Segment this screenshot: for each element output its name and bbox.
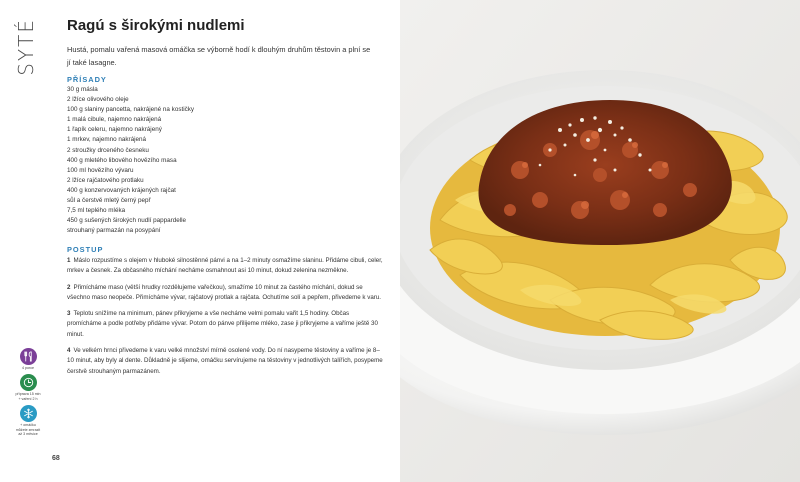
procedure-heading: POSTUP (67, 245, 104, 254)
ingredient-item: 1 řapík celeru, najemno nakrájený (67, 126, 162, 134)
step-text: Máslo rozpustíme s olejem v hluboké silnostěnné pánvi a na 1–2 minuty osmažíme slaninu. Přidáme cibuli, celer, mrkev a česnek. Za občasného míchání necháme osmahnout asi 10 minut, dokud zelenina nezměkne. (67, 257, 383, 275)
ingredient-item: 450 g sušených širokých nudlí pappardelle (67, 217, 187, 225)
ingredient-item: 2 lžíce olivového oleje (67, 96, 129, 104)
step-item (67, 256, 385, 277)
ingredient-item: 1 mrkev, najemno nakrájená (67, 136, 146, 144)
freezing-info (14, 405, 42, 436)
ingredient-item: 100 ml hovězího vývaru (67, 166, 134, 174)
step-number: 3 (67, 310, 71, 318)
step-text: Přimícháme maso (větší hrudky rozdělujeme vařečkou), smažíme 10 minut za častého míchání, dokud se všechno maso neopeče. Přimícháme vývar, rajčatový protlak a rajčata. Ochutíme solí a pepřem, přivedeme k varu. (67, 283, 381, 301)
ingredients-list (67, 85, 367, 236)
step-item (67, 346, 385, 377)
snowflake-icon (20, 405, 37, 422)
ingredient-item: 1 malá cibule, najemno nakrájená (67, 116, 162, 124)
servings-label: 4 porce (22, 366, 34, 370)
ingredient-item: 2 lžíce rajčatového protlaku (67, 176, 144, 184)
step-text: Ve velkém hrnci přivedeme k varu velké množství mírně osolené vody. Do ní nasypeme těstoviny a vaříme je 8–10 minut, aby byly al dente. Důkladně je slijeme, omáčku servírujeme na těstoviny v jednotlivých talířích, posypeme čerstvě strouhaným parmazánem. (67, 347, 383, 375)
step-item (67, 309, 385, 340)
time-info (14, 374, 42, 401)
recipe-intro: Hustá, pomalu vařená masová omáčka se výborně hodí k dlouhým druhům těstovin a plní se jí také lasagne. (67, 45, 371, 67)
dish-photo (400, 0, 800, 482)
section-tab: SYTÉ (14, 18, 38, 76)
ingredient-item: 100 g slaniny pancetta, nakrájené na kostičky (67, 106, 195, 114)
steps-list (67, 256, 385, 383)
time-label: příprava 15 min + vaření 2 h (15, 392, 41, 401)
step-number: 4 (67, 347, 71, 355)
ingredient-item: sůl a čerstvě mletý černý pepř (67, 197, 151, 205)
ingredient-item: 30 g másla (67, 86, 98, 93)
freezing-label: + omáčku můžete zmrazit až 3 měsíce (15, 423, 41, 437)
step-text: Teplotu snížíme na minimum, pánev přikryjeme a vše necháme velmi pomalu vařit 1,5 hodiny. Občas promícháme a podle potřeby přidáme vývar. Potom do pánve přilijeme mléko, zase ji přikryjeme a vaříme ještě 30 minut. (67, 310, 378, 338)
clock-icon (20, 374, 37, 391)
step-number: 1 (67, 257, 71, 264)
ingredient-item: 400 g mletého libového hovězího masa (67, 156, 177, 164)
step-number: 2 (67, 283, 71, 291)
servings-info (14, 348, 42, 370)
ingredient-item: 7,5 ml teplého mléka (67, 207, 126, 215)
cutlery-icon (20, 348, 37, 365)
ingredient-item: 2 stroužky drceného česneku (67, 146, 149, 154)
recipe-info-icons (14, 348, 42, 440)
recipe-title: Ragú s širokými nudlemi (67, 17, 245, 34)
step-item (67, 283, 385, 304)
ingredient-item: 400 g konzervovaných krájených rajčat (67, 186, 176, 194)
ingredient-item: strouhaný parmazán na posypání (67, 227, 161, 235)
page-number: 68 (52, 455, 60, 462)
ingredients-heading: PŘÍSADY (67, 75, 107, 84)
